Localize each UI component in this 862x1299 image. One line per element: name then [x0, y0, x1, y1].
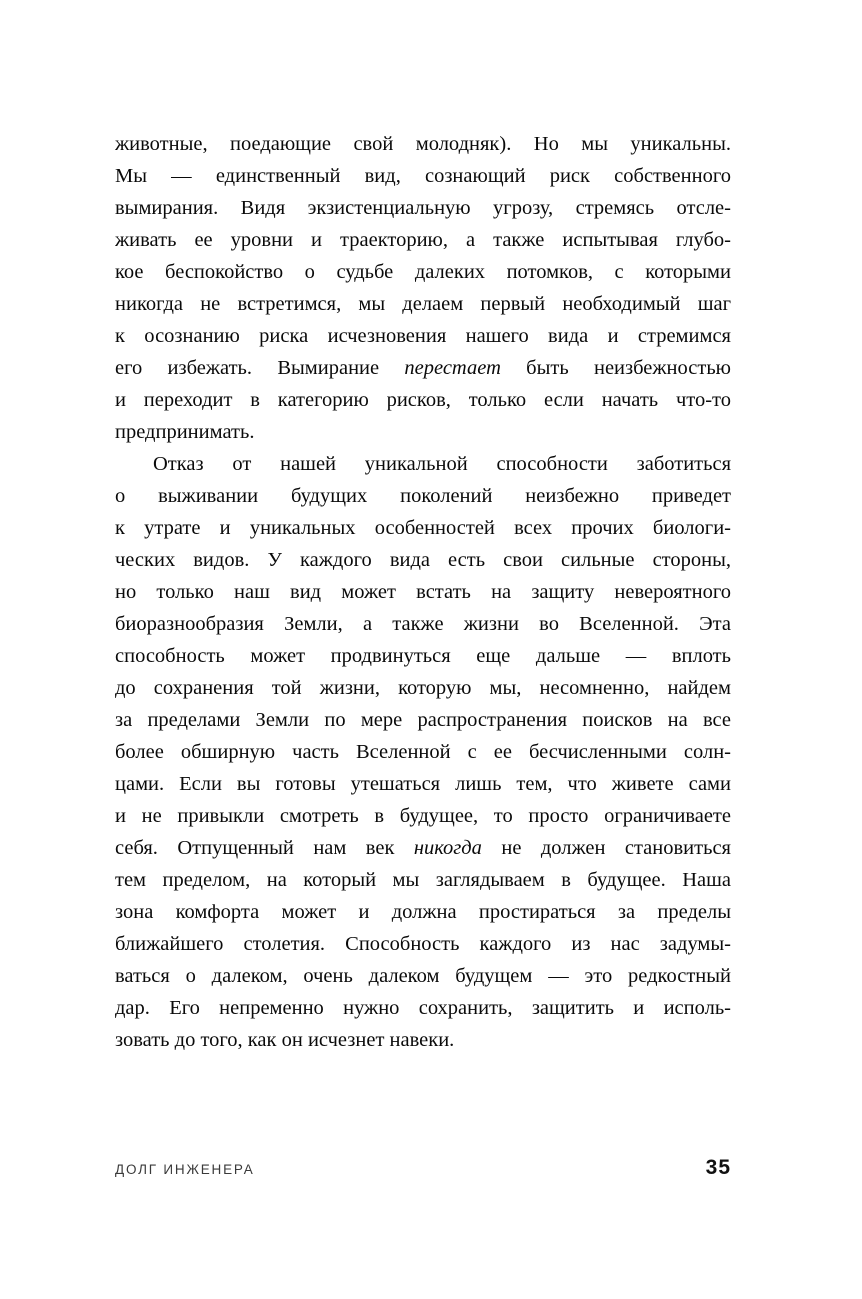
text-segment: зона комфорта может и должна простираться за пределы — [115, 901, 731, 923]
text-segment: ближайшего столетия. Способность каждого из нас задумы- — [115, 933, 731, 955]
text-segment: живать ее уровни и траекторию, а также испытывая глубо- — [115, 229, 731, 251]
text-line — [115, 192, 731, 224]
text-segment: способность может продвинуться еще дальше — вплоть — [115, 645, 731, 667]
page-footer — [115, 1156, 731, 1180]
text-segment: вымирания. Видя экзистенциальную угрозу, стремясь отсле- — [115, 197, 731, 219]
text-line — [115, 736, 731, 768]
text-segment: к осознанию риска исчезновения нашего вида и стремимся — [115, 325, 731, 347]
text-segment: себя. Отпущенный нам век — [115, 837, 414, 859]
text-line — [115, 544, 731, 576]
text-segment: более обширную часть Вселенной с ее бесчисленными солн- — [115, 741, 731, 763]
text-block — [115, 128, 731, 1056]
running-title: ДОЛГ ИНЖЕНЕРА — [115, 1162, 255, 1177]
text-segment: Отказ от нашей уникальной способности заботиться — [153, 453, 731, 475]
text-segment: животные, поедающие свой молодняк). Но мы уникальны. — [115, 133, 731, 155]
text-line — [115, 576, 731, 608]
text-segment: не должен становиться — [481, 837, 731, 859]
text-line — [115, 928, 731, 960]
text-segment: о выживании будущих поколений неизбежно приведет — [115, 485, 731, 507]
text-line — [115, 352, 731, 384]
text-line — [115, 832, 731, 864]
text-segment: ваться о далеком, очень далеком будущем — это редкостный — [115, 965, 731, 987]
text-line — [115, 160, 731, 192]
text-line — [115, 704, 731, 736]
text-segment: кое беспокойство о судьбе далеких потомков, с которыми — [115, 261, 731, 283]
text-segment: зовать до того, как он исчезнет навеки. — [115, 1029, 455, 1051]
text-line — [115, 512, 731, 544]
text-segment: тем пределом, на который мы заглядываем в будущее. Наша — [115, 869, 731, 891]
text-line — [115, 256, 731, 288]
text-line — [115, 448, 731, 480]
italic-emphasis-text: никогда — [413, 837, 482, 859]
text-segment: к утрате и уникальных особенностей всех прочих биологи- — [115, 517, 731, 539]
text-line — [115, 480, 731, 512]
text-line — [115, 992, 731, 1024]
text-segment: предпринимать. — [115, 421, 255, 443]
text-segment: Мы — единственный вид, сознающий риск собственного — [115, 165, 731, 187]
text-line — [115, 768, 731, 800]
paragraph — [115, 448, 731, 1056]
paragraph — [115, 128, 731, 448]
text-segment: но только наш вид может встать на защиту невероятного — [115, 581, 731, 603]
text-segment: быть неизбежностью — [500, 357, 731, 379]
text-segment: и переходит в категорию рисков, только если начать что-то — [115, 389, 731, 411]
text-segment: за пределами Земли по мере распространения поисков на все — [115, 709, 731, 731]
text-segment: его избежать. Вымирание — [115, 357, 405, 379]
text-line — [115, 800, 731, 832]
text-line — [115, 320, 731, 352]
text-segment: ческих видов. У каждого вида есть свои сильные стороны, — [115, 549, 731, 571]
text-line — [115, 608, 731, 640]
text-line — [115, 672, 731, 704]
text-segment: и не привыкли смотреть в будущее, то просто ограничиваете — [115, 805, 731, 827]
text-segment: цами. Если вы готовы утешаться лишь тем, что живете сами — [115, 773, 731, 795]
text-line — [115, 416, 731, 448]
text-line — [115, 1024, 731, 1056]
text-line — [115, 960, 731, 992]
text-segment: биоразнообразия Земли, а также жизни во Вселенной. Эта — [115, 613, 731, 635]
text-line — [115, 896, 731, 928]
text-line — [115, 864, 731, 896]
text-line — [115, 640, 731, 672]
text-segment: до сохранения той жизни, которую мы, несомненно, найдем — [115, 677, 731, 699]
text-line — [115, 384, 731, 416]
text-line — [115, 128, 731, 160]
italic-emphasis-text: перестает — [404, 357, 501, 379]
text-line — [115, 224, 731, 256]
text-line — [115, 288, 731, 320]
page-number: 35 — [705, 1156, 731, 1179]
text-segment: никогда не встретимся, мы делаем первый необходимый шаг — [115, 293, 731, 315]
text-segment: дар. Его непременно нужно сохранить, защитить и исполь- — [115, 997, 731, 1019]
